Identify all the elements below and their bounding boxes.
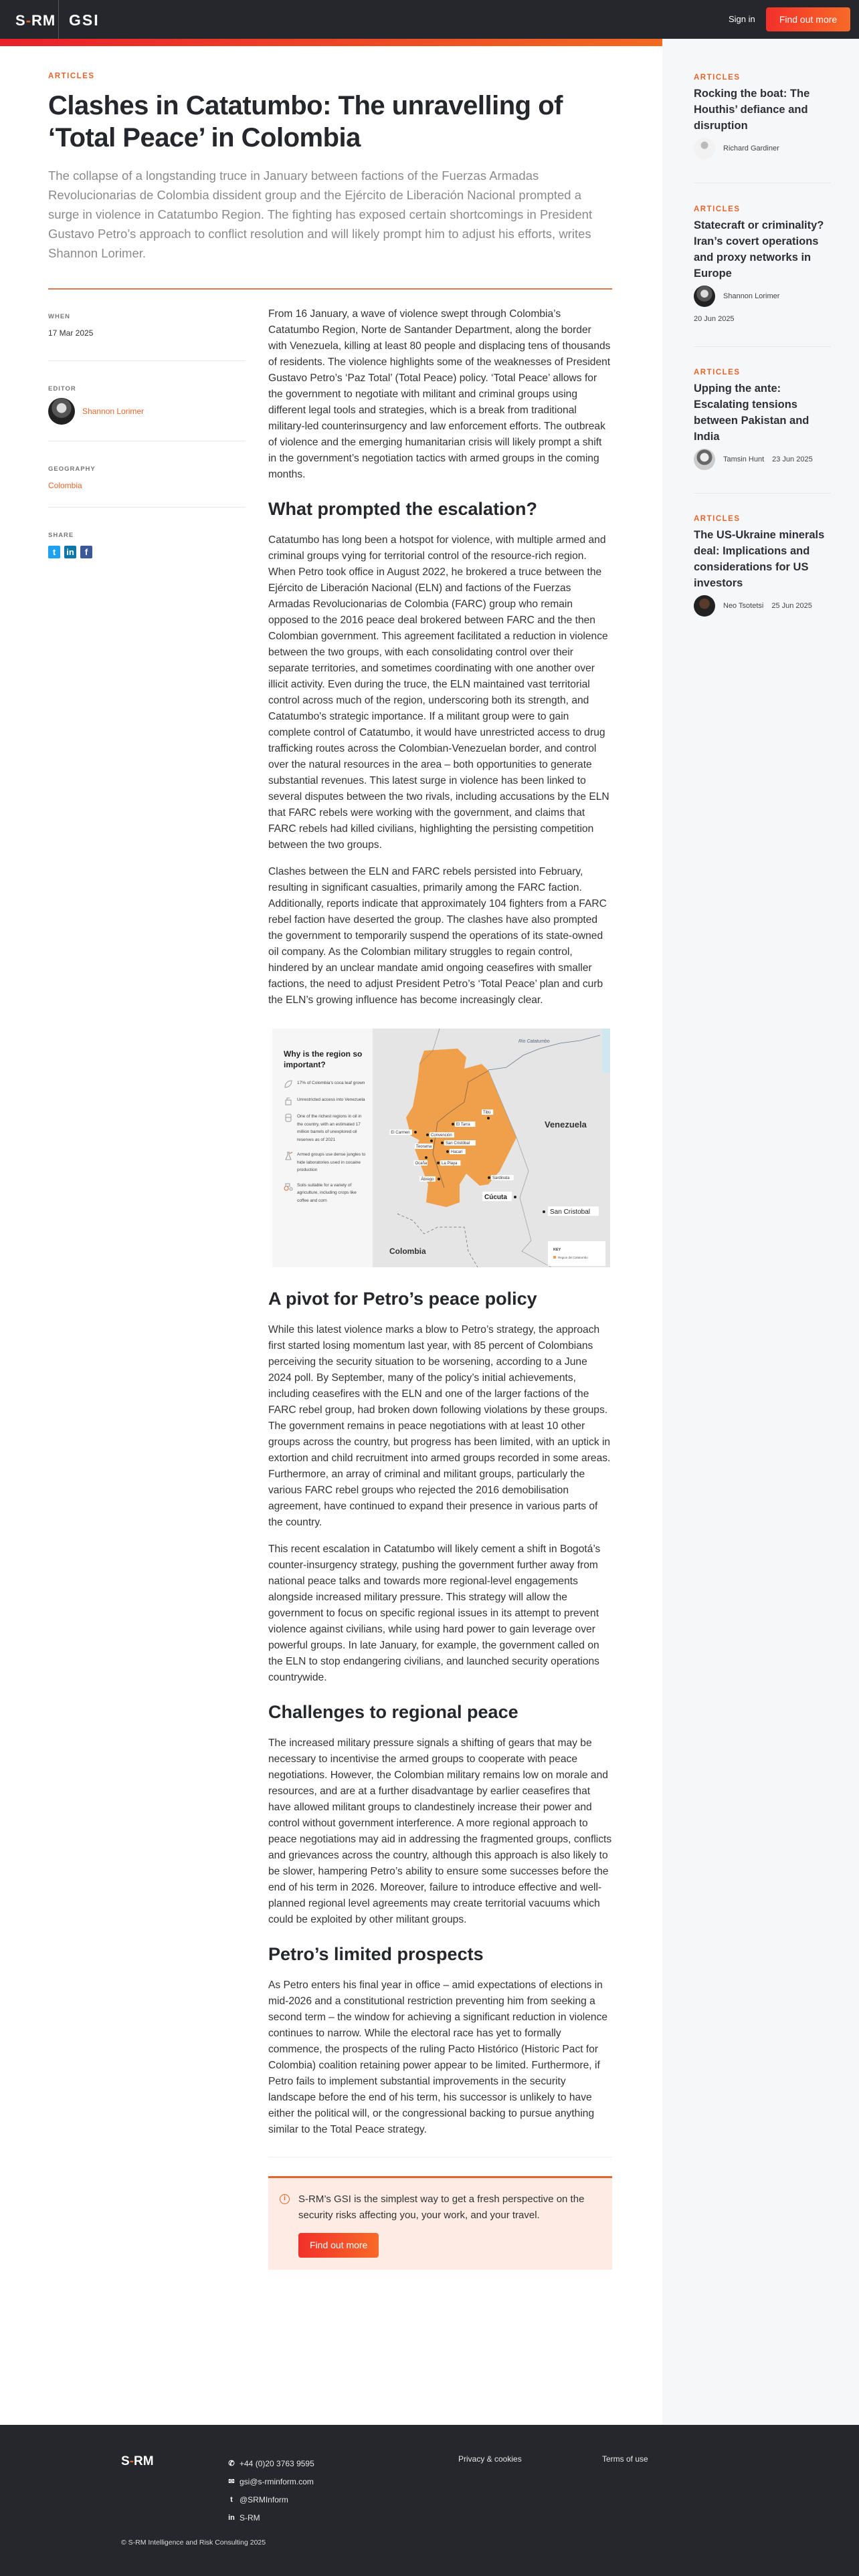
paragraph: While this latest violence marks a blow to Petro’s strategy, the approach first started losing momentum last year, with 85 percent of Colombians perceiving the security situation to be worsening, according to a June 2024 poll. By September, many of the policy’s initial achievements, including ceasefires with the ELN and one of the larger factions of the FARC rebel group, had broken down following violations by these groups. The government remains in peace negotiations with at least 10 other groups across the country, but progress has been limited, with an uptick in extortion and child recruitment into armed groups recorded in some areas. Furthermore, an array of criminal and militant groups, particularly the various FARC rebel groups who rejected the 2016 demobilisation agreement, have continued to expand their presence in various parts of the country.: [268, 1324, 611, 1528]
copyright: © S-RM Intelligence and Risk Consulting 2025: [121, 2539, 266, 2547]
author-name[interactable]: Richard Gardiner: [723, 144, 779, 152]
catatumbo-infographic: [272, 1029, 610, 1267]
footer: [0, 2425, 859, 2576]
author-name[interactable]: Tamsin Hunt: [723, 455, 765, 463]
paragraph: Catatumbo has long been a hotspot for violence, with multiple armed and criminal groups vying for territorial control of the resource-rich region. When Petro took office in August 2022, he brokered a truce between the Ejército de Liberación Nacional (ELN) and factions of the Fuerzas Armadas Revolucionarias de Colombia (FARC) group who remain opposed to the 2016 peace deal brokered between FARC and the then Colombian government. This agreement facilitated a reduction in violence between the two groups, with each consolidating control over their separate territories, and sometimes coordinating with one another over illicit activity. Even during the truce, the ELN maintained vast territorial control across much of the region, underscoring both its strength, and Catatumbo's strategic importance. If a militant group were to gain complete control of Catatumbo, it would have unrestricted access to drug trafficking routes across the Colombian-Venezuelan border, and control over the natural resources in the area – both opportunities to generate substantial revenues. This latest surge in violence has been linked to several disputes between the two rivals, including accusations by the ELN that FARC rebels were working with the government, and claims that FARC rebels had killed civilians, highlighting the persisting competition between the two groups.: [268, 534, 609, 851]
svg-text:KEY: KEY: [553, 1248, 561, 1252]
paragraph: As Petro enters his final year in office – amid expectations of elections in mid-2026 and a constitutional restriction preventing him from seeking a second term – the window for achieving a significant reduction in violence continues to narrow. While the electoral race has yet to formally commence, the prospects of the ruling Pacto Histórico (Historic Pact for Colombia) coalition retaining power appear to be limited. Furthermore, if Petro fails to implement substantial improvements in the security landscape before the end of his term, his successor is unlikely to have either the political will, or the congressional backing to pursue anything similar to the Total Peace strategy.: [268, 1979, 608, 2135]
editor-link[interactable]: Shannon Lorimer: [82, 407, 145, 416]
top-nav: [0, 0, 859, 39]
footer-email[interactable]: ✉ gsi@s-rminform.com: [228, 2476, 314, 2486]
town-marker: [488, 1175, 514, 1180]
svg-text:La Playa: La Playa: [442, 1162, 458, 1166]
meta-geography: [48, 441, 246, 508]
linkedin-share-icon[interactable]: in: [64, 546, 76, 558]
find-out-more-button[interactable]: Find out more: [766, 7, 850, 31]
share-label: SHARE: [48, 532, 74, 539]
sidebar-article[interactable]: [694, 515, 831, 617]
twitter-share-icon[interactable]: t: [48, 546, 60, 558]
svg-text:San Cristóbal: San Cristóbal: [446, 1142, 470, 1146]
article-header: [48, 72, 612, 290]
country-label-colombia: Colombia: [389, 1247, 426, 1256]
meta-share: [48, 508, 246, 558]
section-heading: Petro’s limited prospects: [268, 1944, 484, 1964]
footer-linkedin[interactable]: in S-RM: [228, 2512, 260, 2523]
article-date: 25 Jun 2025: [771, 602, 812, 610]
svg-text:Region del Catatumbo: Region del Catatumbo: [558, 1256, 588, 1259]
town-marker: [441, 1140, 476, 1146]
paragraph: Clashes between the ELN and FARC rebels persisted into February, resulting in significant casualties, primarily among the FARC faction. Additionally, reports indicate that approximately 104 fighters from a FARC rebel faction have deserted the group. The clashes have also prompted the government to temporarily suspend the operations of its state-owned oil company. As the Colombian military struggles to regain control, hindered by an unclear mandate amid ongoing ceasefires with smaller factions, the need to adjust President Petro’s ‘Total Peace’ plan and curb the ELN’s growing influence has become increasingly clear.: [268, 866, 607, 1006]
author-avatar: [694, 286, 715, 307]
sea-area: [602, 1029, 610, 1073]
oil-barrel-icon: [284, 1113, 293, 1122]
promo-find-out-more-button[interactable]: Find out more: [298, 2233, 379, 2258]
article-body: [268, 306, 612, 2270]
catatumbo-region: [406, 1049, 516, 1207]
paragraph: The increased military pressure signals a shifting of gears that may be necessary to incentivise the armed groups to cooperate with peace negotiations. However, the Colombian military remains low on morale and resources, and are at a further disadvantage by earlier ceasefires that have allowed militant groups to clandestinely increase their power and control without government interference. A more regional approach to peace negotiations may aid in addressing the fragmented groups, conflicts and grievances across the country, although this approach is also likely to be slower, hampering Petro’s ability to ensure some successes before the end of his term in 2026. Moreover, failure to introduce effective and well-planned regional level agreements may create territorial vacuums which could be exploited by other militant groups.: [268, 1737, 612, 1925]
sidebar-article-title[interactable]: Upping the ante: Escalating tensions between Pakistan and India: [694, 383, 809, 443]
sidebar-article[interactable]: [694, 74, 831, 159]
header-divider: [48, 288, 612, 290]
city-cucuta: [482, 1192, 516, 1201]
town-marker: [426, 1132, 454, 1138]
leaf-icon: [284, 1079, 293, 1089]
svg-text:San Cristobal: San Cristobal: [550, 1208, 591, 1216]
sidebar-kicker[interactable]: ARTICLES: [694, 74, 741, 82]
svg-text:El Tarra: El Tarra: [456, 1123, 470, 1127]
article-lead: The collapse of a longstanding truce in January between factions of the Fuerzas Armadas Revolucionarias de Colombia dissident group and the Ejército de Liberación Nacional prompted a surge in violence in Catatumbo Region. The fighting has exposed certain shortcomings in President Gustavo Petro’s approach to conflict resolution and will likely prompt him to adjust his efforts, writes Shannon Lorimer.: [48, 169, 593, 260]
river-label: Rio Catatumbo: [518, 1039, 550, 1044]
info-icon: i: [280, 2194, 290, 2204]
region-map: [373, 1029, 610, 1267]
flask-icon: [284, 1151, 293, 1160]
tractor-icon: [284, 1182, 293, 1191]
author-avatar: [694, 138, 715, 159]
editor-label: EDITOR: [48, 385, 76, 393]
svg-text:Teorama: Teorama: [415, 1145, 432, 1149]
map-key: [548, 1241, 605, 1266]
meta-editor: [48, 361, 246, 441]
department-boundary: [397, 1214, 478, 1267]
infographic-panel: [272, 1029, 373, 1267]
facebook-share-icon[interactable]: f: [80, 546, 92, 558]
sidebar-divider: [694, 493, 831, 494]
when-label: WHEN: [48, 313, 71, 320]
sidebar-kicker[interactable]: ARTICLES: [694, 205, 741, 213]
editor-avatar: [48, 398, 75, 425]
svg-text:Sardinata: Sardinata: [492, 1176, 510, 1180]
geography-label: GEOGRAPHY: [48, 465, 96, 473]
section-heading: What prompted the escalation?: [268, 499, 538, 519]
sidebar-article-title[interactable]: Statecraft or criminality? Iran’s covert operations and proxy networks in Europe: [694, 219, 824, 280]
sidebar-article-title[interactable]: Rocking the boat: The Houthis’ defiance and disruption: [694, 88, 810, 132]
sidebar-kicker[interactable]: ARTICLES: [694, 515, 741, 523]
sidebar-kicker[interactable]: ARTICLES: [694, 368, 741, 377]
paragraph: From 16 January, a wave of violence swept through Colombia’s Catatumbo Region, Norte de Santander Department, along the border with Venezuela, killing at least 80 people and displacing tens of thousands of residents. The violence highlights some of the weaknesses of President Gustavo Petro’s ‘Paz Total’ (Total Peace) policy. ‘Total Peace’ allows for the government to negotiate with militant and criminal groups using different legal tools and strategies, which is a break from traditional military-led counterinsurgency and law enforcement efforts. The outbreak of violence and the emerging humanitarian crisis will likely prompt a shift in the government’s negotiation tactics with armed groups in the coming months.: [268, 308, 611, 480]
city-san-cristobal: [543, 1206, 599, 1216]
publish-date: 17 Mar 2025: [48, 328, 94, 338]
article-date: 20 Jun 2025: [694, 315, 735, 323]
footer-twitter[interactable]: t @SRMInform: [227, 2490, 314, 2508]
gsi-logo[interactable]: GSI: [69, 11, 100, 29]
paragraph: This recent escalation in Catatumbo will likely cement a shift in Bogotá’s counter-insurgency strategy, pushing the government further away from national peace talks and towards more regional-level engagements alongside increased military pressure. This strategy will allow the government to focus on specific regional issues in its attempt to prevent violence against civilians, while using hard power to gain leverage over powerful groups. In late January, for example, the government called on the ELN to stop endangering civilians, and launched security operations countrywide.: [268, 1543, 601, 1683]
article-meta: [48, 313, 246, 558]
section-heading: A pivot for Petro’s peace policy: [268, 1289, 537, 1309]
svg-text:Ábrego: Ábrego: [421, 1178, 434, 1182]
footer-contacts: [227, 2454, 314, 2527]
infographic-item: Soils suitable for a variety of agriculture, including crops like coffee and corn: [284, 1182, 366, 1205]
mail-icon: ✉: [228, 2478, 235, 2486]
sidebar-article-title[interactable]: The US-Ukraine minerals deal: Implications and considerations for US investors: [694, 529, 825, 589]
privacy-link[interactable]: Privacy & cookies: [458, 2454, 522, 2464]
town-marker: [452, 1121, 475, 1127]
gsi-promo-box: [268, 2176, 612, 2270]
srm-logo[interactable]: S-RM: [15, 12, 56, 29]
infographic-title: Why is the region so important?: [284, 1049, 363, 1069]
sidebar-article[interactable]: [694, 205, 831, 323]
sign-in-link[interactable]: Sign in: [729, 14, 755, 24]
sidebar-divider: [694, 346, 831, 347]
footer-phone[interactable]: ✆ +44 (0)20 3763 9595: [228, 2458, 314, 2468]
terms-link[interactable]: Terms of use: [602, 2454, 648, 2464]
svg-text:Ocaña: Ocaña: [415, 1162, 427, 1166]
meta-when: [48, 313, 246, 361]
svg-text:Cúcuta: Cúcuta: [484, 1194, 507, 1201]
phone-icon: ✆: [228, 2460, 235, 2468]
country-label-venezuela: Venezuela: [545, 1119, 587, 1130]
geography-link[interactable]: Colombia: [48, 481, 82, 490]
svg-text:El Carmen: El Carmen: [391, 1131, 410, 1135]
map-panel: [373, 1029, 610, 1267]
svg-text:Convención: Convención: [431, 1134, 452, 1138]
twitter-icon: t: [230, 2495, 233, 2504]
town-marker: [437, 1160, 460, 1166]
section-heading: Challenges to regional peace: [268, 1702, 518, 1722]
article-kicker[interactable]: ARTICLES: [48, 72, 95, 80]
author-name[interactable]: Shannon Lorimer: [723, 292, 780, 300]
linkedin-icon: in: [228, 2513, 235, 2522]
footer-logo[interactable]: S-RM: [121, 2454, 154, 2468]
svg-text:Tibú: Tibú: [483, 1111, 491, 1115]
infographic-item: 17% of Colombia’s coca leaf grown: [284, 1079, 366, 1089]
infographic-item: Armed groups use dense jungles to hide laboratories used in cocaine production: [284, 1151, 366, 1174]
page-title: Clashes in Catatumbo: The unravelling of ‘Total Peace’ in Colombia: [48, 91, 563, 152]
infographic-item: Unrestricted access into Venezuela: [284, 1096, 366, 1105]
sidebar-article[interactable]: [694, 368, 831, 470]
article-date: 23 Jun 2025: [772, 455, 813, 463]
author-name[interactable]: Neo Tsotetsi: [723, 602, 764, 610]
author-avatar: [694, 449, 715, 470]
promo-text: S-RM’s GSI is the simplest way to get a fresh perspective on the security risks affecting you, your work, and your travel.: [298, 2193, 585, 2221]
infographic-item: One of the richest regions in oil in the country, with an estimated 17 million barrels of unexplored oil reserves as of 2021: [284, 1113, 366, 1144]
lock-icon: [284, 1096, 293, 1105]
svg-text:Hacarí: Hacarí: [451, 1150, 463, 1154]
nav-divider: [58, 0, 59, 39]
author-avatar: [694, 595, 715, 617]
